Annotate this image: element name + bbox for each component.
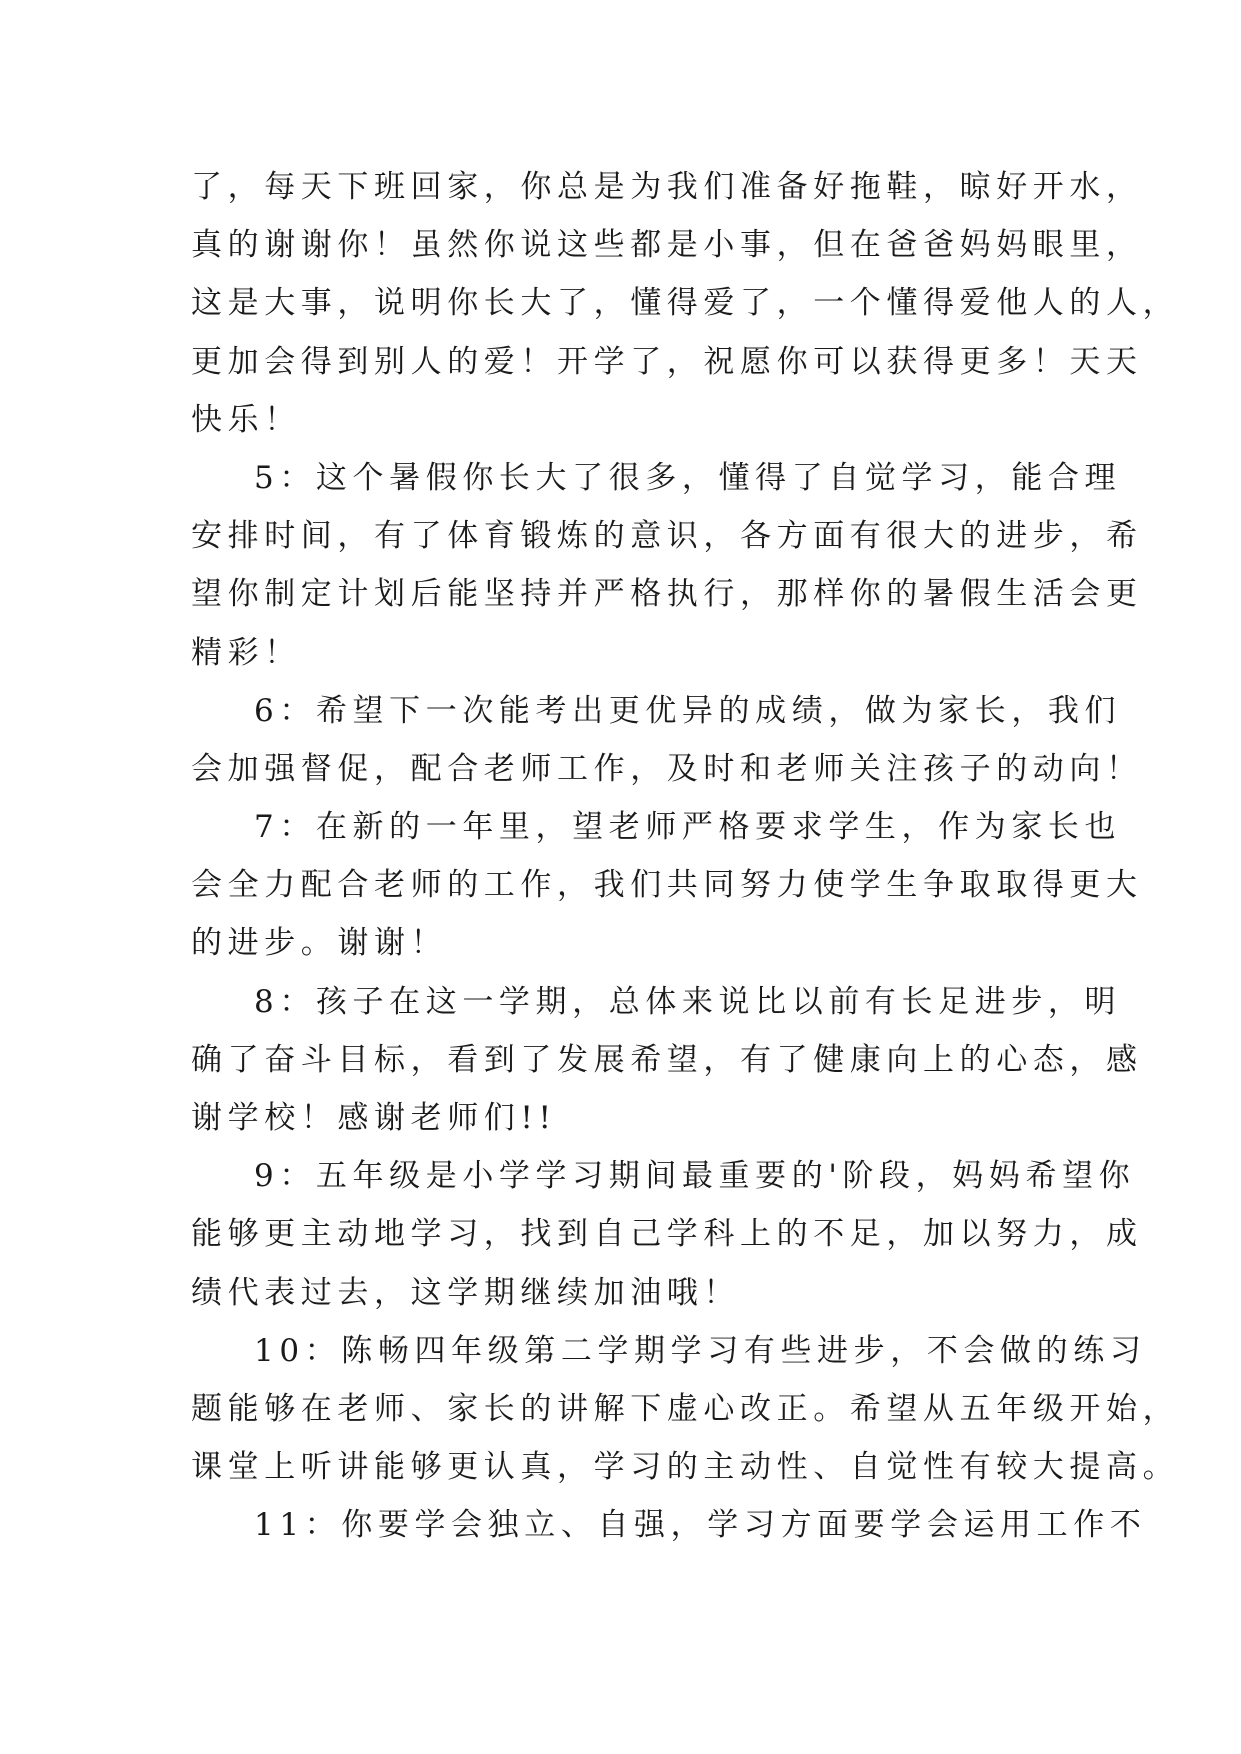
text-line: 精彩！ — [191, 634, 301, 671]
paragraph-9-first-line: 9：五年级是小学学习期间最重要的'阶段，妈妈希望你 — [254, 1158, 1136, 1195]
text-line: 这是大事，说明你长大了，懂得爱了，一个懂得爱他人的人， — [191, 285, 1180, 322]
text-line: 了，每天下班回家，你总是为我们准备好拖鞋，晾好开水， — [191, 169, 1143, 205]
text-line: 安排时间，有了体育锻炼的意识，各方面有很大的进步，希 — [191, 518, 1143, 555]
text-line: 谢学校！感谢老师们!! — [191, 1100, 557, 1136]
text-line: 确了奋斗目标，看到了发展希望，有了健康向上的心态，感 — [191, 1041, 1143, 1078]
paragraph-8-first-line: 8：孩子在这一学期，总体来说比以前有长足进步，明 — [254, 983, 1122, 1020]
text-line: 能够更主动地学习，找到自己学科上的不足，加以努力，成 — [191, 1216, 1143, 1253]
text-line: 绩代表过去，这学期继续加油哦！ — [191, 1274, 740, 1311]
text-line: 更加会得到别人的爱！开学了，祝愿你可以获得更多！天天 — [191, 343, 1143, 380]
text-line: 真的谢谢你！虽然你说这些都是小事，但在爸爸妈妈眼里， — [191, 227, 1143, 264]
paragraph-10-first-line: 10：陈畅四年级第二学期学习有些进步，不会做的练习 — [254, 1332, 1147, 1369]
text-line: 望你制定计划后能坚持并严格执行，那样你的暑假生活会更 — [191, 576, 1143, 613]
paragraph-6-first-line: 6：希望下一次能考出更优异的成绩，做为家长，我们 — [254, 692, 1122, 729]
text-line: 题能够在老师、家长的讲解下虚心改正。希望从五年级开始， — [191, 1390, 1180, 1427]
text-line: 会加强督促，配合老师工作，及时和老师关注孩子的动向！ — [191, 750, 1143, 787]
paragraph-11-first-line: 11：你要学会独立、自强，学习方面要学会运用工作不 — [254, 1507, 1147, 1544]
document-body — [191, 158, 1180, 1555]
paragraph-7-first-line: 7：在新的一年里，望老师严格要求学生，作为家长也 — [254, 809, 1122, 846]
text-line: 课堂上听讲能够更认真，学习的主动性、自觉性有较大提高。 — [191, 1449, 1180, 1486]
text-line: 快乐！ — [191, 401, 301, 438]
text-line: 的进步。谢谢！ — [191, 925, 448, 962]
text-line: 会全力配合老师的工作，我们共同努力使学生争取取得更大 — [191, 867, 1143, 904]
paragraph-5-first-line: 5：这个暑假你长大了很多，懂得了自觉学习，能合理 — [254, 459, 1122, 496]
